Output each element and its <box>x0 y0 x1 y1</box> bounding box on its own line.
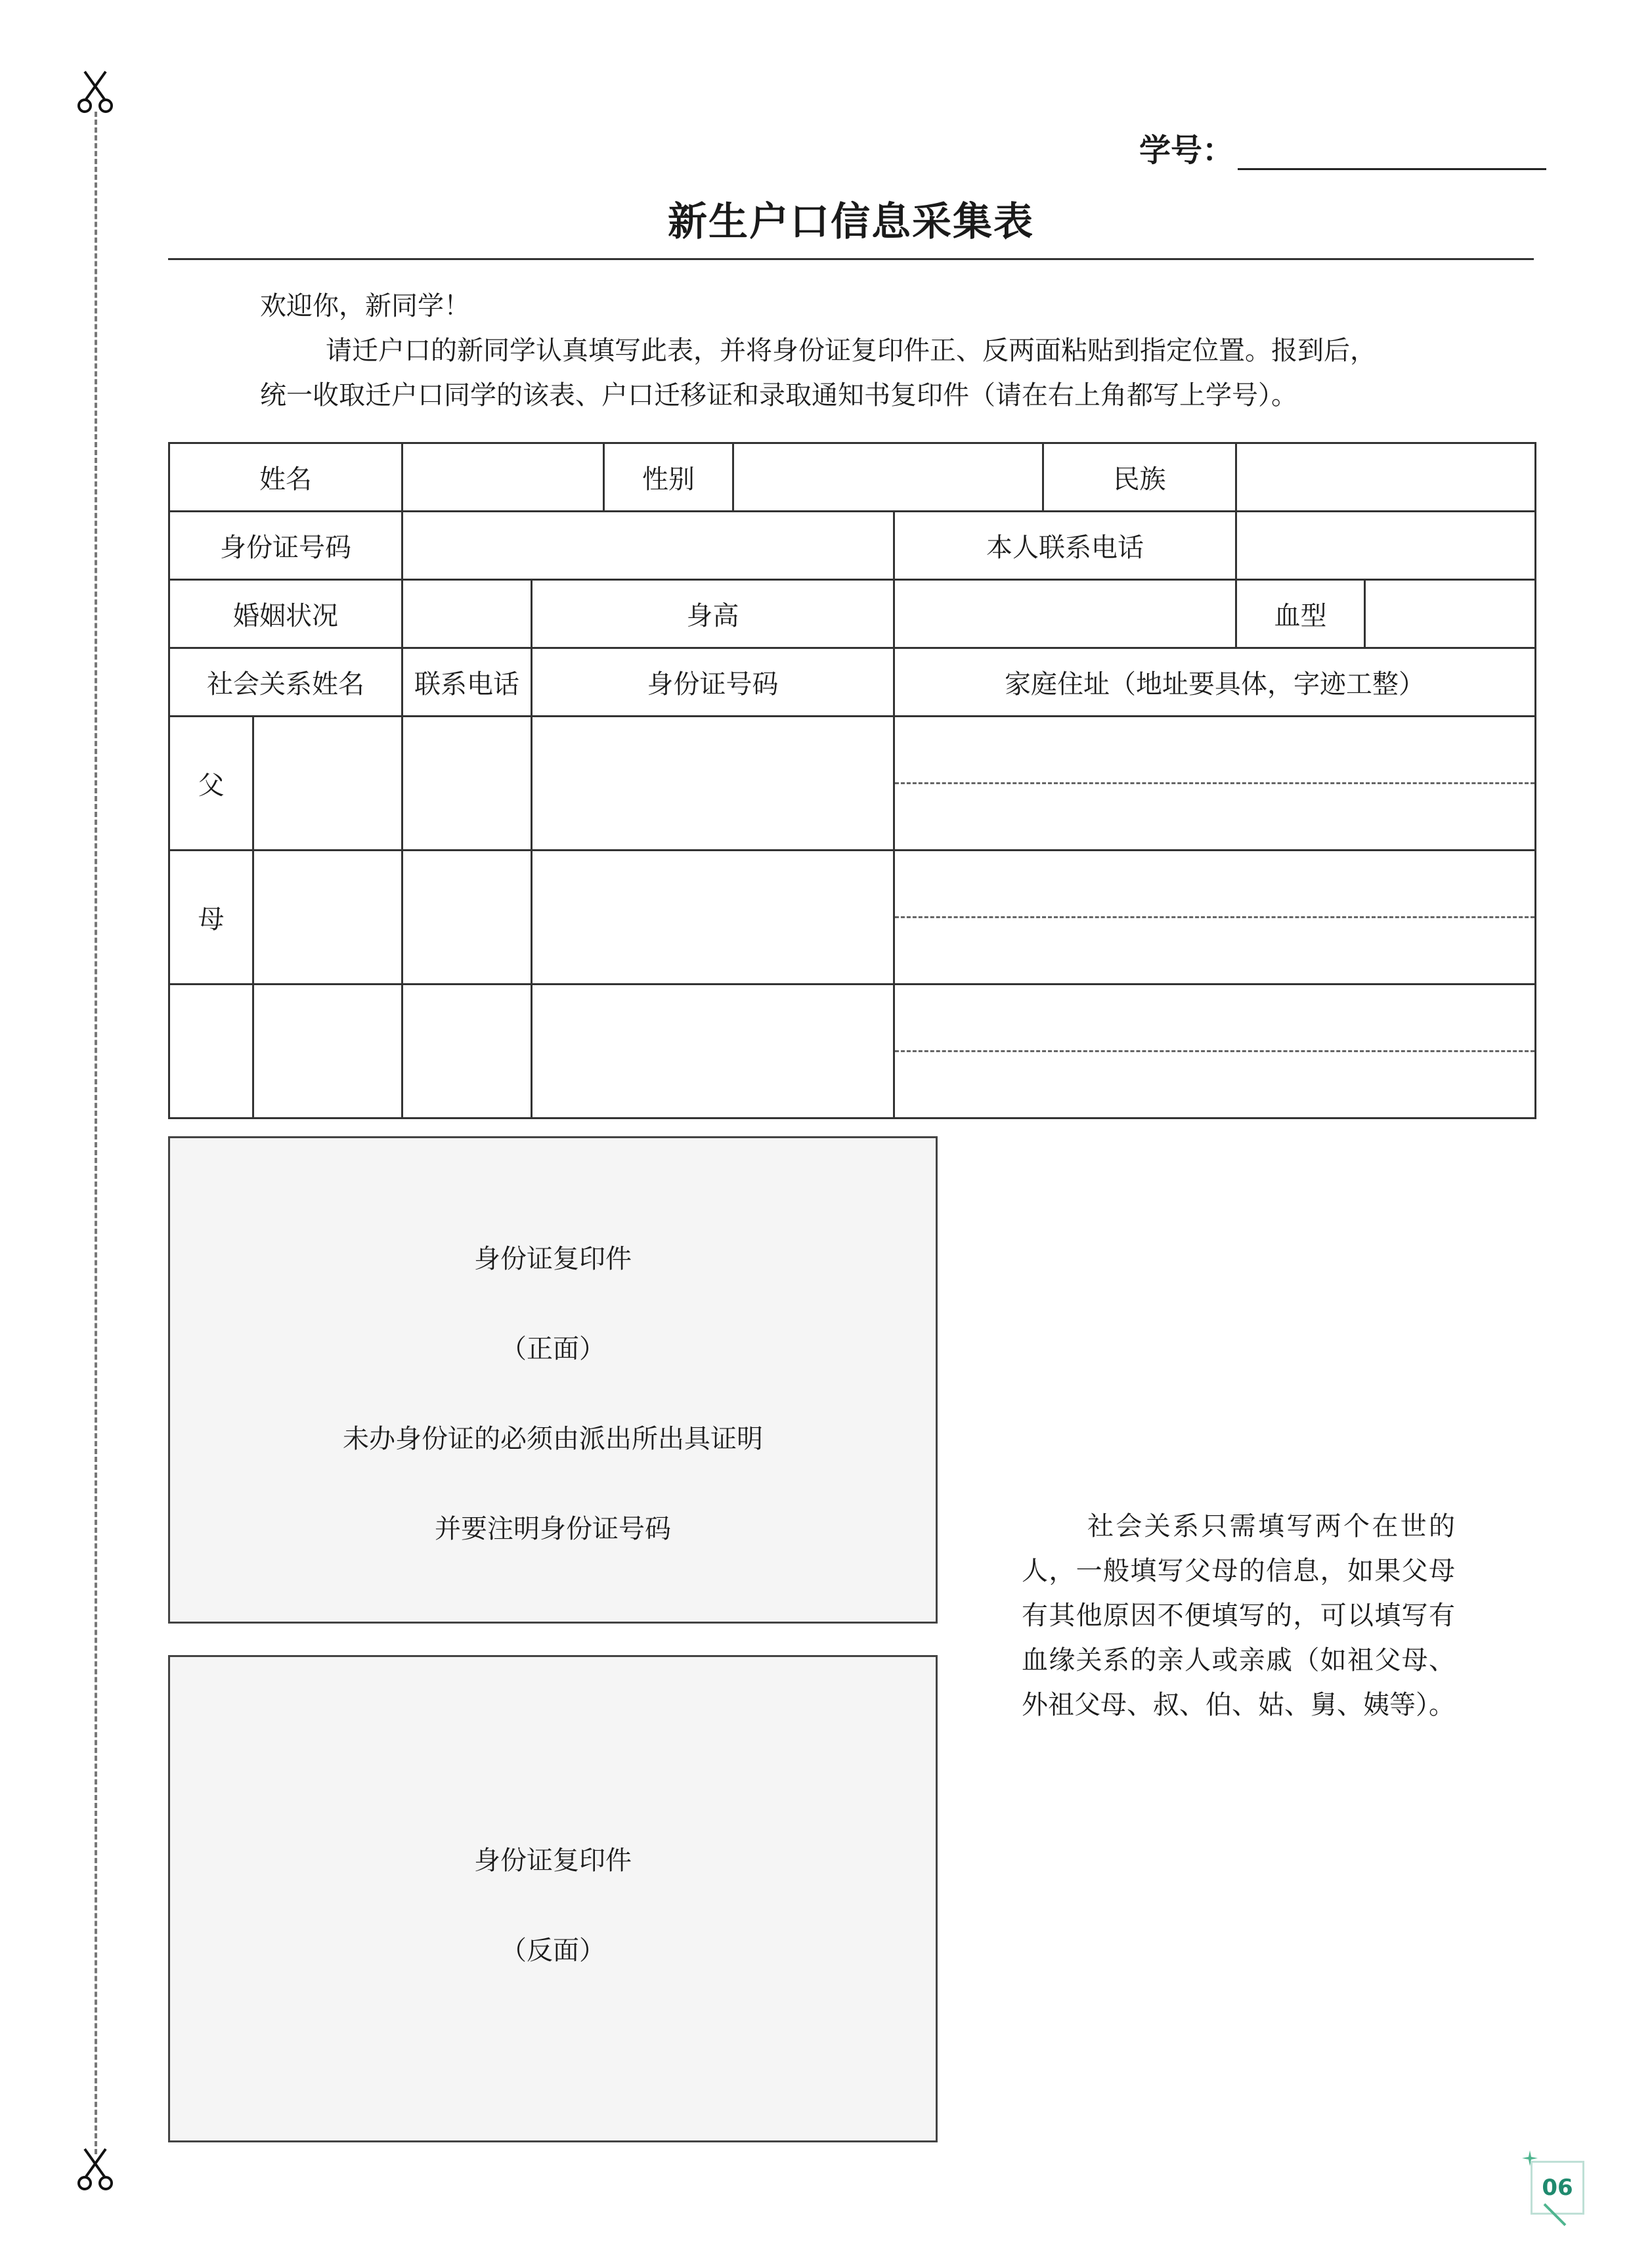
relation-name-input[interactable] <box>253 717 402 851</box>
input-marital[interactable] <box>402 580 532 648</box>
relation-label: 母 <box>169 851 253 985</box>
page-title: 新生户口信息采集表 <box>668 199 1034 245</box>
id-front-paste-area[interactable] <box>168 1136 938 1624</box>
id-front-note-1: 未办身份证的必须由派出所出具证明 <box>343 1424 763 1454</box>
cut-line <box>95 112 97 2154</box>
relation-label: 父 <box>169 717 253 851</box>
relation-row <box>169 717 1536 851</box>
header-relation-address: 家庭住址（地址要具体，字迹工整） <box>894 648 1536 717</box>
label-height: 身高 <box>532 580 894 648</box>
intro-text <box>260 284 1534 418</box>
header-relation-id: 身份证号码 <box>532 648 894 717</box>
input-phone[interactable] <box>1236 512 1536 580</box>
header-relation-name: 社会关系姓名 <box>169 648 402 717</box>
id-front-side: （正面） <box>500 1334 605 1364</box>
input-name[interactable] <box>402 443 604 512</box>
scissors-icon <box>76 2146 115 2192</box>
student-id-blank[interactable] <box>1238 123 1546 170</box>
relation-name-input[interactable] <box>253 851 402 985</box>
relation-address-input[interactable] <box>894 985 1536 1118</box>
decorative-slash-icon <box>1542 2202 1568 2228</box>
relation-phone-input[interactable] <box>402 851 532 985</box>
input-ethnicity[interactable] <box>1236 443 1536 512</box>
header-relation-phone: 联系电话 <box>402 648 532 717</box>
relation-phone-input[interactable] <box>402 985 532 1118</box>
intro-line-2: 统一收取迁户口同学的该表、户口迁移证和录取通知书复印件（请在右上角都写上学号）。 <box>260 380 1297 410</box>
label-marital: 婚姻状况 <box>169 580 402 648</box>
relation-address-input[interactable] <box>894 851 1536 985</box>
relation-id-input[interactable] <box>532 985 894 1118</box>
relation-note-text: 社会关系只需填写两个在世的人，一般填写父母的信息，如果父母有其他原因不便填写的，可以填写有血缘关系的亲人或亲戚（如祖父母、外祖父母、叔、伯、姑、舅、姨等）。 <box>1022 1511 1455 1720</box>
id-back-paste-area[interactable] <box>168 1655 938 2142</box>
relation-name-input[interactable] <box>253 985 402 1118</box>
label-id-number: 身份证号码 <box>169 512 402 580</box>
input-gender[interactable] <box>733 443 1043 512</box>
scissors-icon <box>76 69 115 115</box>
relation-label <box>169 985 253 1118</box>
relation-row <box>169 985 1536 1118</box>
intro-line-1: 请迁户口的新同学认真填写此表，并将身份证复印件正、反两面粘贴到指定位置。报到后， <box>326 336 1376 366</box>
relation-address-input[interactable] <box>894 717 1536 851</box>
label-name: 姓名 <box>169 443 402 512</box>
relation-phone-input[interactable] <box>402 717 532 851</box>
label-ethnicity: 民族 <box>1043 443 1236 512</box>
page-number: 06 <box>1531 2161 1584 2215</box>
id-front-title: 身份证复印件 <box>474 1244 632 1274</box>
title-divider <box>168 258 1534 260</box>
id-back-title: 身份证复印件 <box>474 1846 632 1876</box>
relation-id-input[interactable] <box>532 851 894 985</box>
relation-row <box>169 851 1536 985</box>
input-height[interactable] <box>894 580 1236 648</box>
label-phone: 本人联系电话 <box>894 512 1236 580</box>
intro-greeting: 欢迎你，新同学！ <box>260 291 470 321</box>
student-id-label: 学号： <box>1139 132 1234 169</box>
label-blood: 血型 <box>1236 580 1365 648</box>
info-form-table <box>168 442 1536 1119</box>
relation-note <box>1022 1504 1455 1727</box>
id-front-note-2: 并要注明身份证号码 <box>435 1514 671 1544</box>
id-back-side: （反面） <box>500 1936 605 1966</box>
input-blood[interactable] <box>1365 580 1536 648</box>
student-id-field <box>1139 123 1546 170</box>
label-gender: 性别 <box>604 443 733 512</box>
relation-id-input[interactable] <box>532 717 894 851</box>
input-id-number[interactable] <box>402 512 894 580</box>
